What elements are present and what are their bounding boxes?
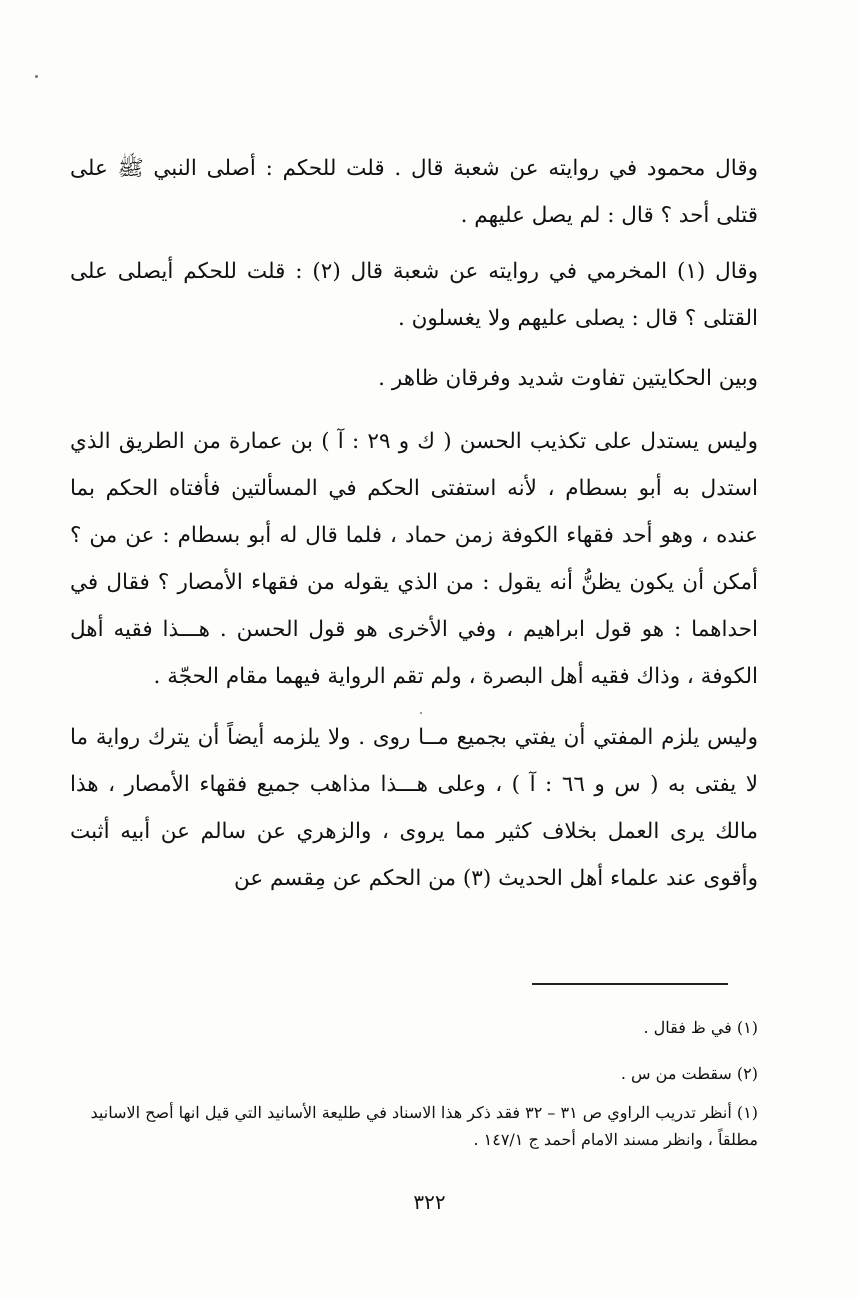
footnote-1: (١) في ظ فقال . <box>643 1018 758 1037</box>
paper-speck <box>35 75 38 78</box>
main-text <box>70 145 758 902</box>
paragraph-2: وقال (١) المخرمي في روايته عن شعبة قال (٢) : قلت للحكم أيصلى على القتلى ؟ قال : يصلى عليهم ولا يغسلون . <box>70 259 758 331</box>
footnotes <box>70 1014 758 1153</box>
footnote-separator <box>532 983 728 985</box>
paragraph-5: وليس يلزم المفتي أن يفتي بجميع مــا روى . ولا يلزمه أيضاً أن يترك رواية ما لا يفتى به ( س و ٦٦ : آ ) ، وعلى هـــذا مذاهب جميع فقهاء الأمصار ، هذا مالك يرى العمل بخلاف كثير مما يروى ، والزهري عن سالم عن أبيه أثبت وأقوى عند علماء أهل الحديث (٣) من الحكم عن مِقسم عن <box>70 725 759 891</box>
paragraph-1: وقال محمود في روايته عن شعبة قال . قلت للحكم : أصلى النبي ﷺ على قتلى أحد ؟ قال : لم يصل عليهم . <box>70 156 758 228</box>
paragraph-4: وليس يستدل على تكذيب الحسن ( ك و ٢٩ : آ ) بن عمارة من الطريق الذي استدل به أبو بسطام ، لأنه استفتى الحكم في المسألتين فأفتاه الحكم بما عنده ، وهو أحد فقهاء الكوفة زمن حماد ، فلما قال له أبو بسطام : عن من ؟ أمكن أن يكون يظنُّ أنه يقول : من الذي يقوله من فقهاء الأمصار ؟ فقال في احداهما : هو قول ابراهيم ، وفي الأخرى هو قول الحسن . هـــذا فقيه أهل الكوفة ، وذاك فقيه أهل البصرة ، ولم تقم الرواية فيهما مقام الحجّة . <box>70 429 759 689</box>
paragraph-3: وبين الحكايتين تفاوت شديد وفرقان ظاهر . <box>378 366 758 391</box>
page-number: ٣٢٢ <box>413 1190 446 1214</box>
footnote-3: (١) أنظر تدريب الراوي ص ٣١ – ٣٢ فقد ذكر هذا الاسناد في طليعة الأسانيد التي قيل انها أصح الاسانيد مطلقاً ، وانظر مسند الامام أحمد ج ١٤٧/١ . <box>90 1103 758 1149</box>
footnote-2: (٢) سقطت من س . <box>620 1064 758 1083</box>
